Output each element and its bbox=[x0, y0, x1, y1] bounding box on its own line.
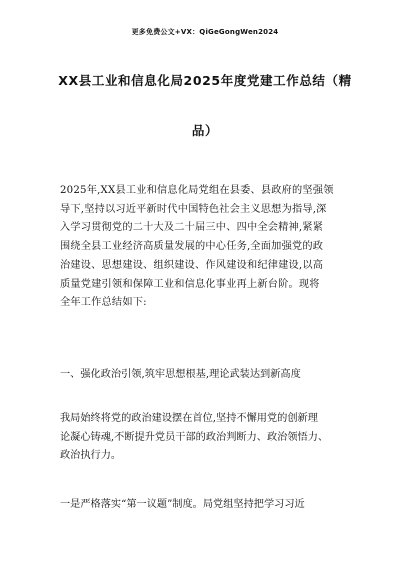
item-paragraph-line: 一是严格落实“第一议题”制度。局党组坚持把学习习近 bbox=[60, 499, 305, 510]
section-paragraph-line: 我局始终将党的政治建设摆在首位,坚持不懈用党的创新理 bbox=[60, 413, 318, 424]
intro-line: 入学习贯彻党的二十大及二十届三中、四中全会精神,紧紧 bbox=[60, 222, 324, 234]
intro-line: 全年工作总结如下: bbox=[60, 297, 147, 309]
document-title-line-1: XX县工业和信息化局2025年度党建工作总结（精 bbox=[58, 73, 352, 88]
intro-line: 治建设、思想建设、组织建设、作风建设和纪律建设,以高 bbox=[60, 259, 324, 271]
section-heading: 一、强化政治引领,筑牢思想根基,理论武装达到新高度 bbox=[60, 369, 301, 380]
intro-line: 导下,坚持以习近平新时代中国特色社会主义思想为指导,深 bbox=[60, 203, 327, 215]
section-paragraph bbox=[60, 410, 360, 466]
section-paragraph-line: 论凝心铸魂,不断提升党员干部的政治判断力、政治领悟力、 bbox=[60, 431, 329, 443]
intro-line: 2025年,XX县工业和信息化局党组在县委、县政府的坚强领 bbox=[60, 185, 334, 196]
intro-paragraph bbox=[60, 182, 360, 313]
intro-line: 围绕全县工业经济高质量发展的中心任务,全面加强党的政 bbox=[60, 241, 324, 253]
item-paragraph bbox=[60, 496, 360, 515]
document-title-line-2: 品） bbox=[191, 123, 219, 138]
header-note: 更多免费公文+VX：QiGeGongWen2024 bbox=[131, 28, 279, 36]
intro-line: 质量党建引领和保障工业和信息化事业再上新台阶。现将 bbox=[60, 278, 320, 290]
section-paragraph-line: 政治执行力。 bbox=[60, 450, 122, 462]
